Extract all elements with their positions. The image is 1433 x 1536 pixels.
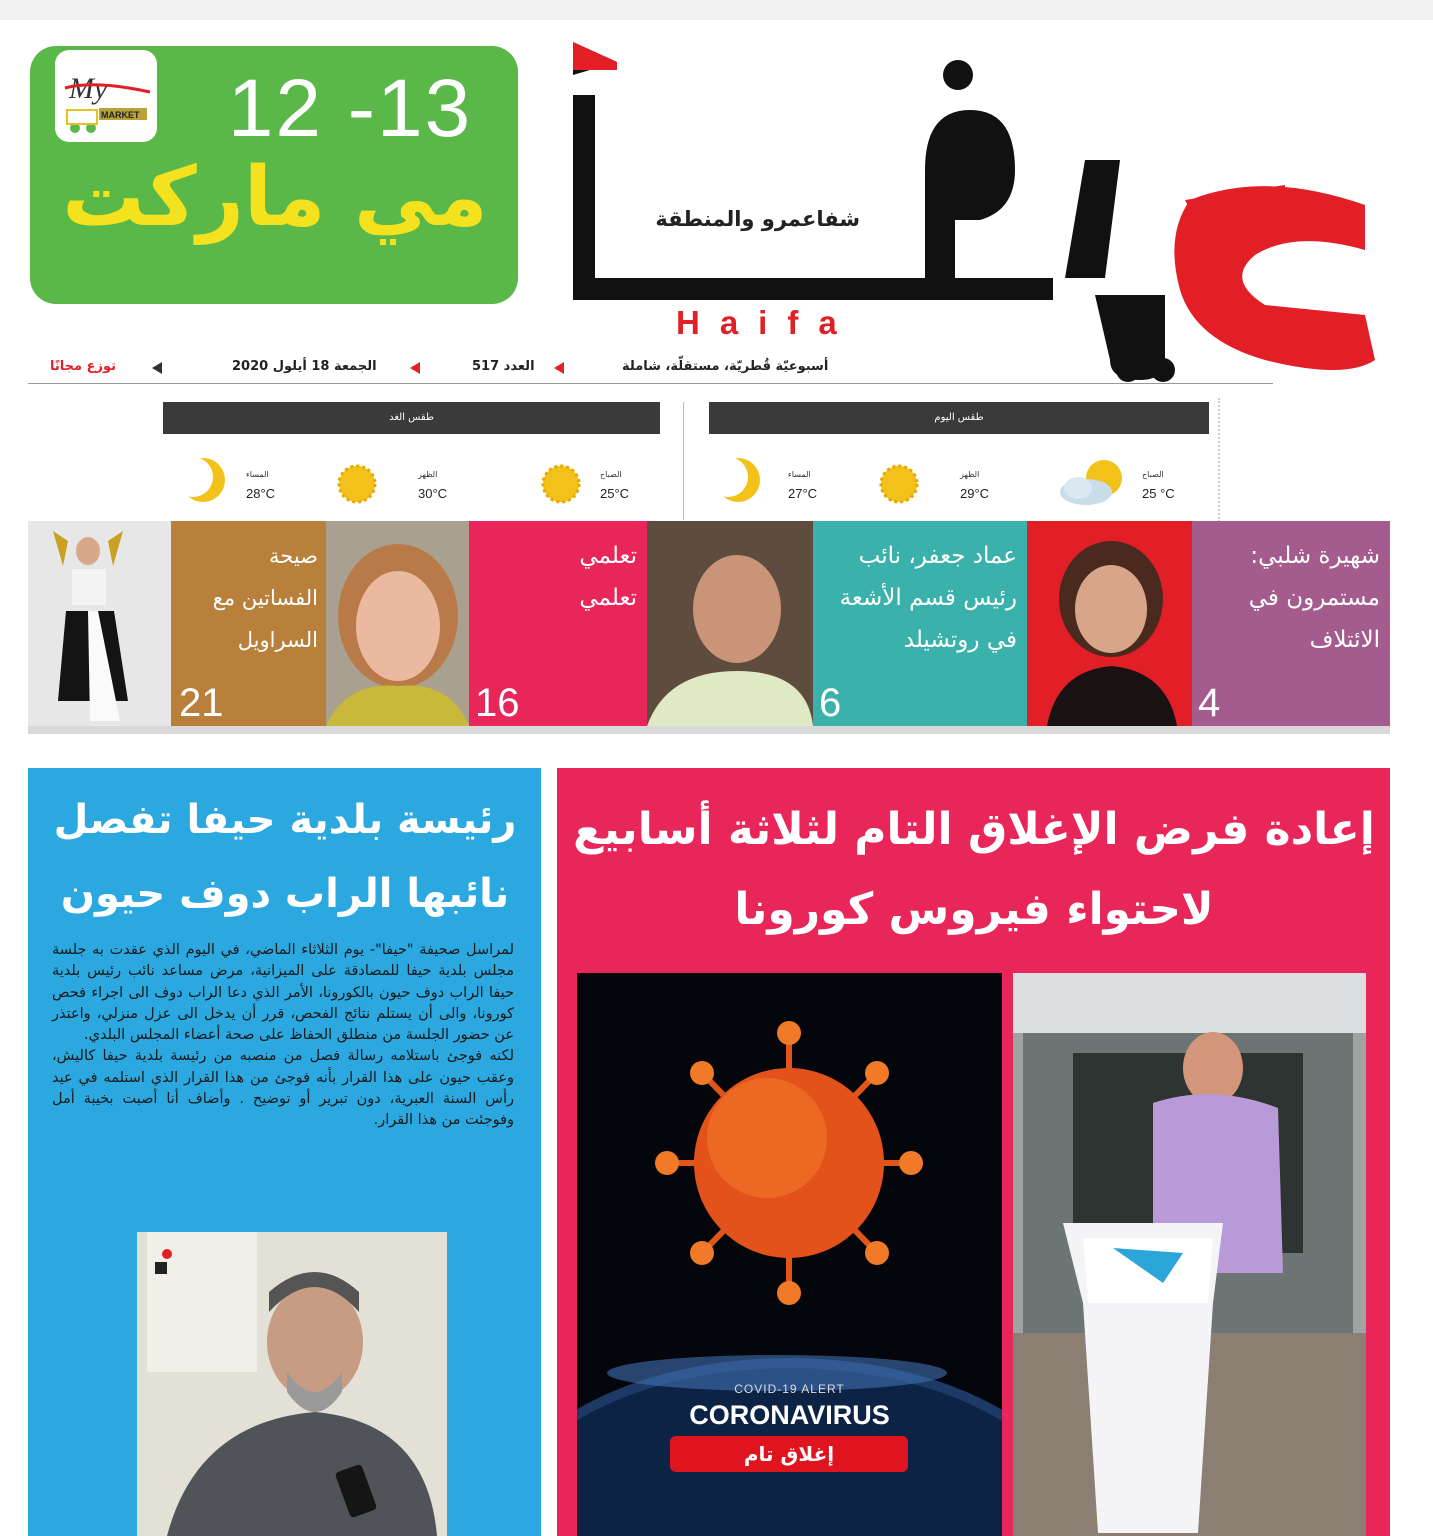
story-mayor-photo (137, 1232, 447, 1536)
masthead-subtitle: شفاعمرو والمنطقة (655, 207, 860, 231)
teaser-shahira[interactable] (1192, 521, 1390, 726)
speaker-photo (1013, 973, 1366, 1536)
sun-icon (875, 460, 923, 508)
teaser-page-number: 21 (179, 681, 224, 725)
triangle-icon (152, 362, 162, 374)
story-mayor-headline (35, 783, 535, 931)
weather-temp: 30°C (418, 486, 448, 501)
teaser-bottom-bar (28, 726, 1390, 734)
portrait-photo (1027, 521, 1192, 726)
teaser-line: تعلمي (579, 543, 637, 569)
issue-number: العدد 517 (472, 359, 535, 374)
portrait-photo (647, 521, 813, 726)
info-divider (28, 383, 1273, 384)
weather-label: الظهر (960, 470, 980, 479)
headline-line: نائبها الراب دوف حيون (60, 871, 510, 917)
moon-icon (183, 455, 229, 505)
sun-icon (333, 460, 381, 508)
top-strip (0, 0, 1433, 20)
moon-icon (718, 455, 764, 505)
body-paragraph: لمراسل صحيفة "حيفا"- يوم الثلاثاء الماضي، في اليوم الذي عقدت به جلسة مجلس بلدية حيفا للمصادقة على الميزانية، مرض مساعد نائب رئيس بلدية حيفا الراب دوف حيون بالكورونا، الأمر الذي دعا الراب دوف الى اجراء فحص كورونا، والى أن يستلم نتائج الفحص، قرر أن يدخل الى عزل منزلي، واعتذر عن حضور الجلسة من منطلق الحفاظ على صحة أعضاء المجلس البلدي. (52, 942, 514, 1044)
weather-label: الصباح (600, 470, 622, 479)
weather-temp: 27°C (788, 486, 818, 501)
masthead-latin: Haifa (676, 304, 857, 341)
full-lockdown-badge: إغلاق تام (670, 1436, 908, 1472)
triangle-icon (554, 362, 564, 374)
virus-alert-label: COVID-19 ALERT (734, 1382, 845, 1396)
teaser-line: شهيرة شلبي: (1250, 543, 1380, 569)
teaser-line: الائتلاف (1309, 627, 1380, 653)
free-distribution: توزع مجانًا (50, 359, 116, 374)
weather-today-title: طقس اليوم (709, 402, 1209, 434)
weather-divider (683, 402, 684, 520)
teaser-line: مستمرون في (1248, 585, 1380, 611)
teaser-photo-fashion (28, 521, 171, 726)
teaser-photo-man (647, 521, 813, 726)
weather-label: الصباح (1142, 470, 1164, 479)
body-paragraph: لكنه فوجئ باستلامه رسالة فصل من منصبه من رئيسة بلدية حيفا كاليش، وعقب حيون على هذا القرار بأنه فوجئ من هذا القرار الذي استلمه في عيد رأس السنة العبرية، دون تبرير أو توضيح . وأضاف أنا أصبت بخيبة أمل وفوجئت من هذا القرار. (52, 1048, 514, 1129)
triangle-icon (410, 362, 420, 374)
story-lockdown-headline (570, 790, 1378, 950)
teaser-imad[interactable] (813, 521, 1027, 726)
teaser-line: رئيس قسم الأشعة (839, 585, 1017, 611)
virus-title: CORONAVIRUS (689, 1400, 890, 1430)
weather-temp: 25°C (600, 486, 630, 501)
teaser-line: تعلمي (579, 585, 637, 611)
teaser-page-number: 4 (1198, 681, 1221, 725)
teaser-page-number: 6 (819, 681, 842, 725)
headline-line: إعادة فرض الإغلاق التام لثلاثة أسابيع (573, 804, 1375, 855)
teaser-page-number: 16 (475, 681, 520, 725)
portrait-photo (326, 521, 469, 726)
weather-temp: 29°C (960, 486, 990, 501)
teaser-dresses[interactable] (171, 521, 326, 726)
ad-date: 12 -13 (227, 63, 473, 154)
weather-label: المساء (788, 470, 811, 479)
teaser-line: السراويل (237, 628, 318, 652)
teaser-learn[interactable] (469, 521, 647, 726)
sun-icon (537, 460, 585, 508)
fashion-photo (28, 521, 171, 726)
headline-line: رئيسة بلدية حيفا تفصل (53, 797, 517, 843)
svg-text:MARKET: MARKET (101, 110, 140, 120)
weather-label: الظهر (418, 470, 438, 479)
teaser-line: صيحة (269, 544, 318, 568)
story-mayor-body (52, 940, 514, 1132)
teaser-line: عماد جعفر، نائب (858, 543, 1017, 569)
weather-tomorrow-title: طقس الغد (163, 402, 660, 434)
podium-speaker-photo (1013, 973, 1366, 1536)
man-at-desk-photo (137, 1232, 447, 1536)
partly-cloudy-icon (1056, 458, 1134, 508)
svg-text:My: My (69, 72, 108, 105)
weather-label: المساء (246, 470, 269, 479)
ad-title: مي ماركت (62, 150, 488, 245)
issue-date: الجمعة 18 أيلول 2020 (232, 359, 377, 374)
mymarket-logo (55, 50, 157, 142)
headline-line: لاحتواء فيروس كورونا (734, 884, 1214, 935)
weather-temp: 25 °C (1142, 486, 1175, 501)
teaser-line: الفساتين مع (212, 586, 318, 610)
teaser-line: في روتشيلد (903, 627, 1017, 653)
tagline: أسبوعيّة قُطريّة، مستقلّة، شاملة (622, 359, 829, 374)
teaser-photo-smiling-woman (326, 521, 469, 726)
weather-temp: 28°C (246, 486, 276, 501)
teaser-photo-woman (1027, 521, 1192, 726)
